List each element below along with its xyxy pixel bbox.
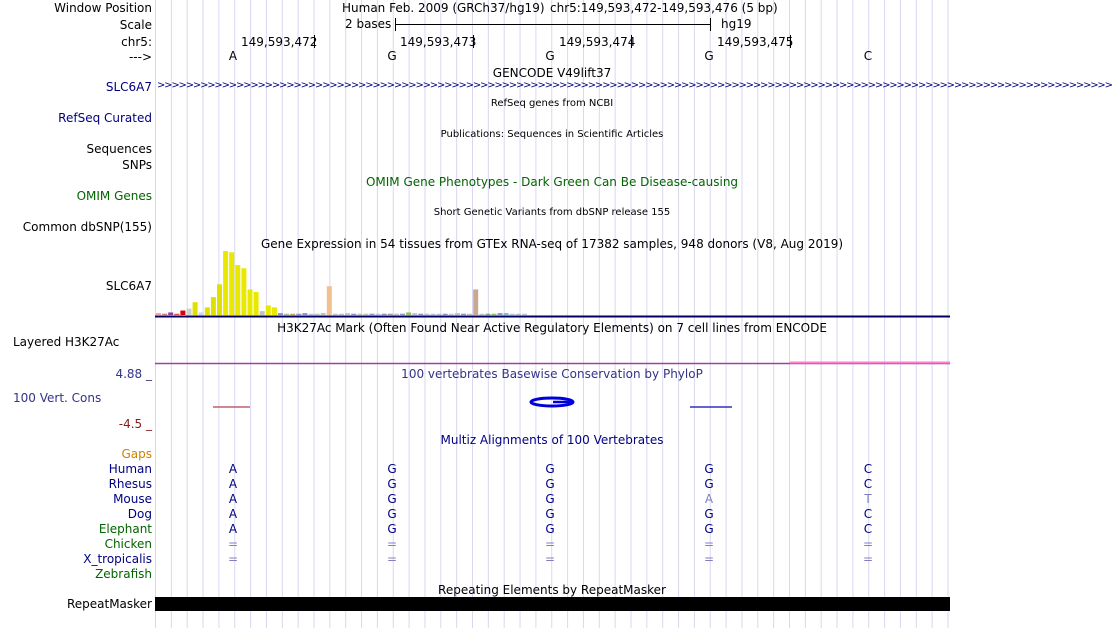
gtex-bar[interactable] <box>351 314 356 315</box>
alignment-base: G <box>387 522 397 536</box>
alignment-base: = <box>862 537 874 551</box>
gtex-bar[interactable] <box>315 314 320 315</box>
alignment-base: G <box>704 507 714 521</box>
repeatmasker-title: Repeating Elements by RepeatMasker <box>438 583 666 597</box>
gtex-bar[interactable] <box>376 314 381 315</box>
gtex-bar[interactable] <box>424 314 429 315</box>
repeatmasker-bar[interactable] <box>155 597 950 611</box>
species-label[interactable]: Chicken <box>104 537 152 551</box>
gtex-bar[interactable] <box>473 289 478 315</box>
alignment-base: G <box>545 522 555 536</box>
coord-4: 149,593,475 <box>717 35 794 49</box>
gtex-bar[interactable] <box>394 314 399 315</box>
gtex-bar[interactable] <box>370 314 375 315</box>
gtex-bar[interactable] <box>156 313 161 315</box>
gtex-bar[interactable] <box>180 311 185 315</box>
publications-label-sequences: Sequences <box>86 142 152 156</box>
species-label[interactable]: Elephant <box>98 522 152 536</box>
window-position-label: Window Position <box>54 1 152 15</box>
dbsnp-title: Short Genetic Variants from dbSNP release 155 <box>433 207 671 218</box>
gtex-bar[interactable] <box>248 289 253 315</box>
alignment-base: G <box>704 462 714 476</box>
gtex-bar[interactable] <box>260 311 265 315</box>
gtex-bar[interactable] <box>510 314 515 315</box>
gtex-title: Gene Expression in 54 tissues from GTEx RNA-seq of 17382 samples, 948 donors (V8, Aug 2019) <box>260 237 844 251</box>
gtex-bar[interactable] <box>290 314 295 315</box>
gtex-bar[interactable] <box>327 286 332 315</box>
scale-text: 2 bases <box>345 17 392 31</box>
coord-2: 149,593,473 <box>400 35 477 49</box>
gtex-bar[interactable] <box>278 313 283 315</box>
publications-title: Publications: Sequences in Scientific Articles <box>440 129 664 140</box>
gtex-bar[interactable] <box>168 312 173 315</box>
gtex-bar[interactable] <box>266 305 271 315</box>
species-label[interactable]: Zebrafish <box>95 567 152 581</box>
gtex-bar[interactable] <box>455 313 460 315</box>
gtex-bar[interactable] <box>449 314 454 315</box>
gencode-title: GENCODE V49lift37 <box>492 66 612 80</box>
position-text[interactable]: chr5:149,593,472-149,593,476 (5 bp) <box>550 1 778 15</box>
gtex-bar[interactable] <box>174 314 179 315</box>
gtex-bar[interactable] <box>193 302 198 315</box>
repeatmasker-label: RepeatMasker <box>66 597 152 611</box>
coord-1: 149,593,472 <box>241 35 318 49</box>
alignment-base: T <box>864 492 872 506</box>
publications-label-snps: SNPs <box>122 158 152 172</box>
alignment-base: A <box>228 507 238 521</box>
alignment-base: G <box>545 462 555 476</box>
coord-3: 149,593,474 <box>559 35 636 49</box>
refseq-label[interactable]: RefSeq Curated <box>58 111 152 125</box>
gtex-bar[interactable] <box>187 309 192 315</box>
gtex-bar[interactable] <box>309 314 314 315</box>
alignment-base: = <box>703 552 715 566</box>
gtex-bar[interactable] <box>162 314 167 315</box>
alignment-base: C <box>863 462 873 476</box>
alignment-base: G <box>545 507 555 521</box>
gtex-bar[interactable] <box>479 314 484 315</box>
gtex-bar[interactable] <box>272 307 277 315</box>
gtex-bar[interactable] <box>461 314 466 315</box>
alignment-base: C <box>863 507 873 521</box>
gtex-bar[interactable] <box>333 314 338 315</box>
dbsnp-label: Common dbSNP(155) <box>22 220 152 234</box>
species-label[interactable]: Mouse <box>113 492 152 506</box>
phylop-ymin: -4.5 _ <box>118 417 152 431</box>
alignment-base: G <box>387 477 397 491</box>
gtex-bar[interactable] <box>217 284 222 315</box>
omim-label[interactable]: OMIM Genes <box>76 189 152 203</box>
alignment-base: A <box>228 462 238 476</box>
gtex-bar[interactable] <box>302 313 307 315</box>
alignment-base: G <box>704 522 714 536</box>
phylop-title: 100 vertebrates Basewise Conservation by PhyloP <box>401 367 703 381</box>
gtex-bar[interactable] <box>437 314 442 315</box>
alignment-base: = <box>386 537 398 551</box>
alignment-base: G <box>387 462 397 476</box>
gtex-bar[interactable] <box>443 314 448 315</box>
gtex-bar[interactable] <box>431 314 436 315</box>
gtex-bar[interactable] <box>498 313 503 315</box>
omim-title: OMIM Gene Phenotypes - Dark Green Can Be Disease-causing <box>365 175 739 189</box>
gtex-bar[interactable] <box>412 313 417 315</box>
alignment-base: = <box>386 552 398 566</box>
species-label[interactable]: X_tropicalis <box>83 552 152 566</box>
gtex-bar[interactable] <box>223 251 228 315</box>
scale-bar <box>395 18 711 31</box>
gtex-bar[interactable] <box>321 313 326 315</box>
alignment-base: A <box>228 492 238 506</box>
alignment-base: G <box>545 492 555 506</box>
alignment-base: = <box>227 537 239 551</box>
scale-db: hg19 <box>721 17 752 31</box>
refseq-title: RefSeq genes from NCBI <box>490 98 614 109</box>
gtex-bar[interactable] <box>418 314 423 315</box>
gtex-bar[interactable] <box>296 314 301 315</box>
strand-label: ---> <box>128 50 152 64</box>
ref-base: A <box>228 49 238 63</box>
alignment-base: A <box>228 477 238 491</box>
ref-base: G <box>704 49 714 63</box>
multiz-title: Multiz Alignments of 100 Vertebrates <box>440 433 664 447</box>
species-label[interactable]: Rhesus <box>108 477 152 491</box>
alignment-base: C <box>863 522 873 536</box>
alignment-base: = <box>227 552 239 566</box>
gtex-bar[interactable] <box>382 314 387 315</box>
gtex-bar[interactable] <box>504 313 509 315</box>
chrom-label: chr5: <box>121 35 152 49</box>
assembly-title: Human Feb. 2009 (GRCh37/hg19) <box>342 1 545 15</box>
gtex-bar[interactable] <box>235 265 240 315</box>
scale-label: Scale <box>119 18 152 32</box>
alignment-base: G <box>387 507 397 521</box>
gencode-gene-label[interactable]: SLC6A7 <box>105 80 152 94</box>
ref-base: G <box>387 49 397 63</box>
gencode-gene-arrows[interactable]: >>>>>>>>>>>>>>>>>>>>>>>>>>>>>>>>>>>>>>>>>>>>>>>>>>>>>>>>>>>>>>>>>>>>>>>>>>>>>>>>>>>>>>>>>>>>>>>>>>>>>>>>>>>>>>>>>>>>>>>>>>>>>>>>>>>>> <box>157 80 1112 91</box>
phylop-label: 100 Vert. Cons <box>13 391 102 405</box>
alignment-base: C <box>863 477 873 491</box>
gtex-bar[interactable] <box>467 314 472 315</box>
gtex-bar[interactable] <box>357 314 362 315</box>
gtex-bar[interactable] <box>363 314 368 315</box>
alignment-base: = <box>862 552 874 566</box>
gtex-bar[interactable] <box>522 314 527 315</box>
alignment-base: = <box>544 537 556 551</box>
gtex-bar[interactable] <box>400 314 405 315</box>
alignment-base: A <box>704 492 714 506</box>
gtex-bar[interactable] <box>254 292 259 315</box>
gtex-bar[interactable] <box>199 312 204 315</box>
gtex-bar[interactable] <box>388 314 393 315</box>
alignment-base: = <box>544 552 556 566</box>
alignment-base: = <box>703 537 715 551</box>
h3k27ac-title: H3K27Ac Mark (Often Found Near Active Regulatory Elements) on 7 cell lines from ENCODE <box>277 321 827 335</box>
gtex-bar[interactable] <box>339 314 344 315</box>
ref-base: G <box>545 49 555 63</box>
gtex-bar[interactable] <box>229 252 234 315</box>
phylop-ymax: 4.88 _ <box>115 367 152 381</box>
gtex-bar[interactable] <box>516 314 521 315</box>
gtex-bar-chart[interactable] <box>156 251 527 315</box>
species-label[interactable]: Dog <box>127 507 152 521</box>
gtex-label: SLC6A7 <box>105 279 152 293</box>
gtex-bar[interactable] <box>211 297 216 315</box>
alignment-base: G <box>704 477 714 491</box>
species-label[interactable]: Human <box>108 462 152 476</box>
gtex-bar[interactable] <box>345 313 350 315</box>
gtex-bar[interactable] <box>205 307 210 315</box>
gtex-bar[interactable] <box>485 314 490 315</box>
gtex-bar[interactable] <box>241 268 246 315</box>
alignment-base: A <box>228 522 238 536</box>
gtex-bar[interactable] <box>406 312 411 315</box>
gtex-bar[interactable] <box>492 314 497 315</box>
h3k27ac-label: Layered H3K27Ac <box>13 335 120 349</box>
gaps-label: Gaps <box>121 447 152 461</box>
alignment-base: G <box>545 477 555 491</box>
ref-base: C <box>863 49 873 63</box>
gtex-bar[interactable] <box>284 314 289 315</box>
alignment-base: G <box>387 492 397 506</box>
